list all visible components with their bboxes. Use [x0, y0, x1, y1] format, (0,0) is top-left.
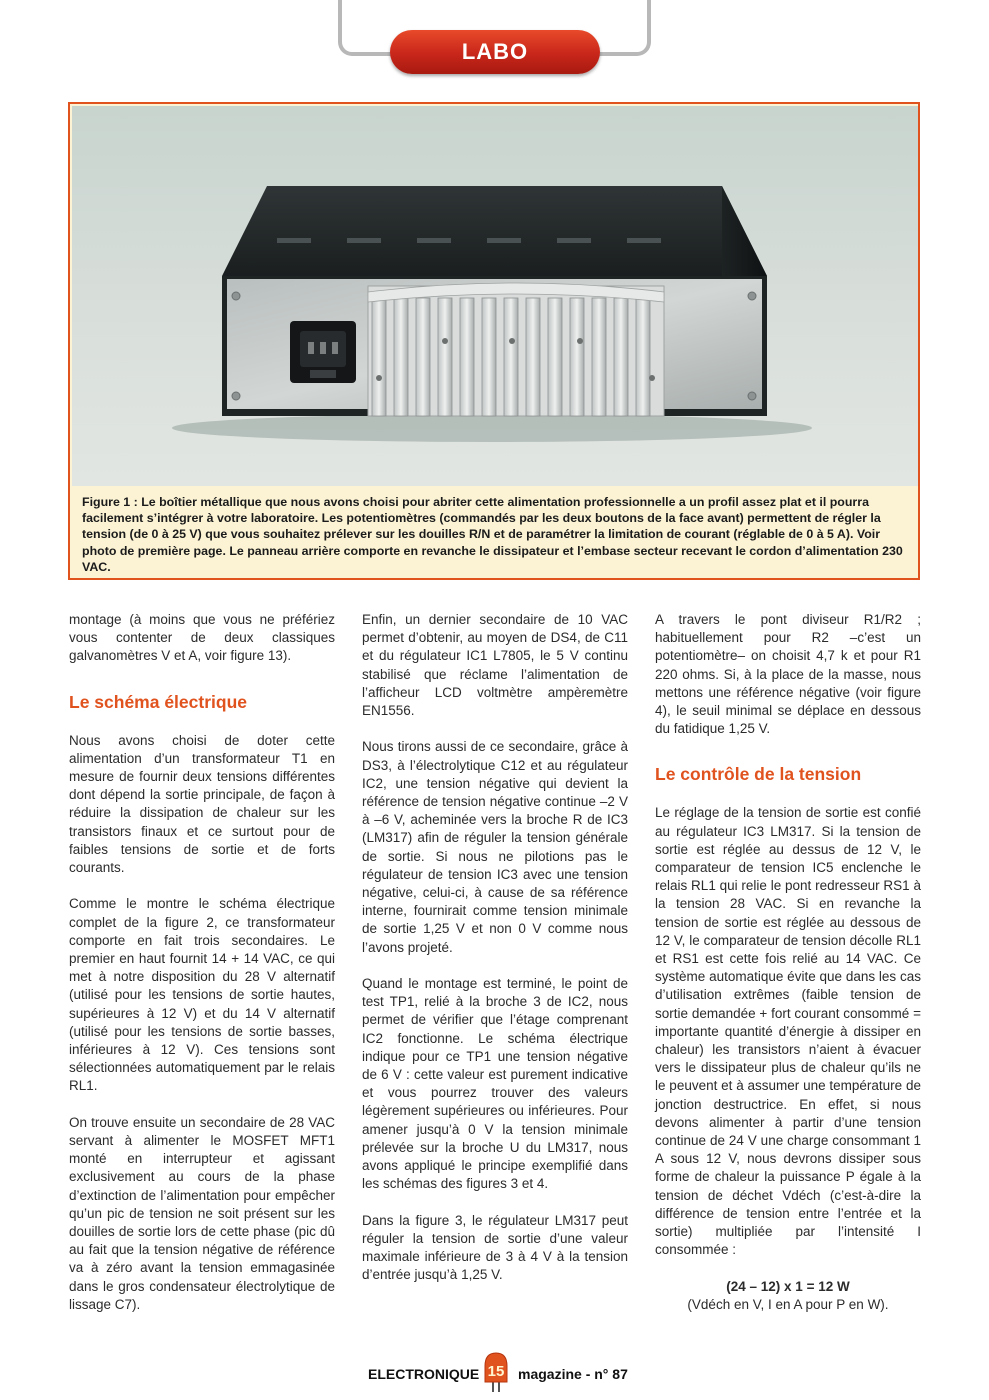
page-number: 15 [487, 1363, 505, 1380]
text-column-2 [362, 611, 628, 1303]
section-heading-schema: Le schéma électrique [69, 691, 247, 712]
paragraph: On trouve ensuite un secondaire de 28 VAC servant à alimenter le MOSFET MFT1 monté en interrupteur et agissant exclusivement au cours de la phase d’extinction de l’alimentation pour empêcher qu’un pic de tension ne soit présent sur les douilles de sortie lors de cette phase (pic dû au fait que la tension négative de référence va à zéro avant la tension emmagasinée dans le gros condensateur électrolytique de lissage C7). [69, 1114, 335, 1312]
figure-1 [68, 102, 920, 580]
paragraph: montage (à moins que vous ne préfériez vous contenter de deux classiques galvanomètres V et A, voir figure 13). [69, 612, 335, 664]
paragraph: Enfin, un dernier secondaire de 10 VAC permet d’obtenir, au moyen de DS4, de C11 et du régulateur IC1 L7805, le 5 V continu stabilisé que réclame l’alimentation de l’afficheur LCD voltmètre ampèremètre EN1556. [362, 612, 628, 719]
section-label: LABO [390, 30, 600, 74]
page-footer [360, 1352, 660, 1392]
figure-caption: Figure 1 : Le boîtier métallique que nous avons choisi pour abriter cette alimentation professionnelle a un profil assez plat et il pourra facilement s’intégrer à votre laboratoire. Les potentiomètres (commandés par les deux boutons de la face avant) permettent de régler la tension (de 0 à 25 V) que vous souhaitez prélever sur les douilles R/N et de paramétrer la limitation de courant (réglable de 0 à 5 A). Voir photo de première page. Le panneau arrière comporte en revanche le dissipateur et l’embase secteur recevant le cordon d’alimentation 230 VAC. [82, 495, 903, 574]
formula-note: (Vdéch en V, I en A pour P en W). [687, 1296, 889, 1312]
paragraph: A travers le pont diviseur R1/R2 ; habituellement pour R2 –c’est un potentiomètre– on choisit 4,7 k et pour R1 220 ohms. Si, à la place de la masse, nous mettons une référence négative (voir figure 4), le seuil minimal se déplace en dessous du fatidique 1,25 V. [655, 612, 921, 737]
section-heading-controle: Le contrôle de la tension [655, 764, 862, 785]
paragraph: Le réglage de la tension de sortie est confié au régulateur IC3 LM317. Si la tension de sortie est réglée au dessus de 12 V, le comparateur de tension IC5 enclenche le relais RL1 qui relie le pont redresseur RS1 à la tension 28 VAC. Si en revanche la tension de sortie est réglée au dessous de 12 V, le comparateur de tension décolle RL1 et RS1 est cette fois relié au 14 VAC. Ce système automatique évite que dans les cas d’utilisation extrêmes (faible tension de sortie demandée + fort courant consommé = importante quantité d’énergie à dissiper en chaleur) les transistors n’aient à évacuer vers le dissipateur plus de chaleur qu’ils ne le peuvent et à assumer une température de jonction destructrice. En effet, si nous devons alimenter à partir d’une tension continue de 24 V une charge consommant 1 A sous 12 V, nous devrons dissiper sous forme de chaleur la puissance P égale à la tension de déchet Vdéch (c’est-à-dire la différence de tension entre l’entrée et la sortie) multipliée par l’intensité I consommée : [655, 805, 921, 1258]
led-page-number-icon [482, 1352, 510, 1392]
issue-number: magazine - n° 87 [518, 1366, 628, 1382]
paragraph: Nous tirons aussi de ce secondaire, grâce à DS3, à l’électrolytique C12 et au régulateur IC2, une tension négative qui devient la référence de tension négative continue –2 V à –6 V, acheminée vers la broche R de IC3 (LM317) afin de réguler la tension générale de sortie. Si nous ne pilotions pas le régulateur de tension IC3 avec une tension négative, celui-ci, à cause de sa référence interne, fournirait comme tension minimale de sortie 1,25 V et non 0 V comme nous l’avons projeté. [362, 739, 628, 955]
text-column-1 [69, 611, 335, 1332]
paragraph: Quand le montage est terminé, le point de test TP1, relié à la broche 3 de IC2, nous permet de vérifier que l’étage comprenant IC2 fonctionne. Le schéma électrique indique pour ce TP1 une tension négative de 6 V : cette valeur est purement indicative et vous pourrez trouver des valeurs légèrement supérieures ou inférieures. Pour amener jusqu’à 0 V la tension minimale prélevée sur la broche U du LM317, nous avons appliqué le principe exemplifié dans les schémas des figures 3 et 4. [362, 976, 628, 1192]
paragraph: Dans la figure 3, le régulateur LM317 peut réguler la tension de sortie d’une valeur maximale inférieure de 3 à 4 V à la tension d’entrée jusqu’à 1,25 V. [362, 1212, 628, 1283]
paragraph: Comme le montre le schéma électrique complet de la figure 2, ce transformateur comporte en fait trois secondaires. Le premier en haut fournit 14 + 14 VAC, ce qui met à notre disposition du 28 V alternatif (utilisé pour les tensions de sortie hautes, supérieures à 12 V) et du 14 V alternatif (utilisé pour les tensions de sortie basses, inférieures à 12 V). Ces tensions sont sélectionnées automatiquement par le relais RL1. [69, 896, 335, 1094]
magazine-name: ELECTRONIQUE [368, 1366, 480, 1382]
figure-photo [72, 106, 918, 486]
text-column-3 [655, 611, 921, 1314]
formula: (24 – 12) x 1 = 12 W [726, 1278, 850, 1294]
power-supply-photo [72, 106, 918, 486]
paragraph: Nous avons choisi de doter cette alimentation d’un transformateur T1 en mesure de fournir deux tensions différentes dont dépend la sortie principale, de façon à réduire la dissipation de chaleur sur les transistors finaux et ce surtout pour de faibles tensions de sortie et de forts courants. [69, 732, 335, 876]
